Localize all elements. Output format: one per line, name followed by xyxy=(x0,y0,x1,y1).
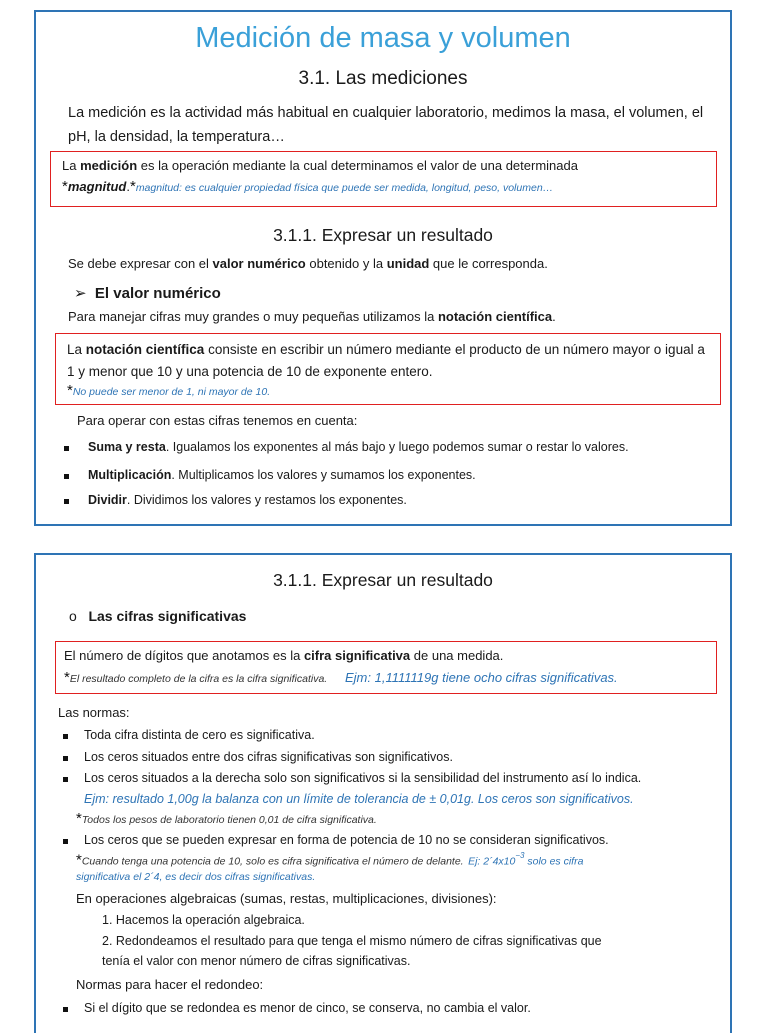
bullet-icon xyxy=(64,499,69,504)
heading-cifras: o Las cifras significativas xyxy=(69,608,247,624)
rule-item: Los ceros situados a la derecha solo son significativos si la sensibilidad del instrumento así lo indica. xyxy=(84,771,642,785)
op-multiplicacion: Multiplicación. Multiplicamos los valores y sumamos los exponentes. xyxy=(88,468,476,482)
slide-mediciones xyxy=(34,10,732,526)
example-cifra: Ejm: 1,1111119g tiene ocho cifras significativas. xyxy=(345,670,618,685)
intro-paragraph: La medición es la actividad más habitual en cualquier laboratorio, medimos la masa, el volumen, el pH, la densidad, la temperatura… xyxy=(68,105,704,145)
rule-item: Toda cifra distinta de cero es significativa. xyxy=(84,728,315,742)
footnote-cifra: El resultado completo de la cifra es la cifra significativa. xyxy=(69,673,328,685)
definition-term-line: *magnitud.*magnitud: es cualquier propiedad física que puede ser medida, longitud, peso, volumen… xyxy=(62,178,554,195)
rule-item: Los ceros que se pueden expresar en forma de potencia de 10 no se consideran significativos. xyxy=(84,833,609,847)
subsection-title: 3.1.1. Expresar un resultado xyxy=(273,225,493,245)
footnote-notacion: No puede ser menor de 1, ni mayor de 10. xyxy=(72,386,271,398)
rule-item: Los ceros situados entre dos cifras significativas son significativos. xyxy=(84,750,453,764)
ops-step: 1. Hacemos la operación algebraica. xyxy=(102,913,305,927)
definition-box-notacion xyxy=(55,333,721,405)
heading-valor-numerico: ➢ El valor numérico xyxy=(74,285,221,302)
arrow-icon: ➢ xyxy=(74,285,87,302)
notacion-note-line: *No puede ser menor de 1, ni mayor de 10. xyxy=(67,382,271,399)
footnote-magnitud: magnitud: es cualquier propiedad física que puede ser medida, longitud, peso, volumen… xyxy=(135,182,554,194)
rules-label: Las normas: xyxy=(58,705,130,720)
slide-cifras-significativas xyxy=(34,553,732,1033)
express-line: Se debe expresar con el valor numérico obtenido y la unidad que le corresponda. xyxy=(68,256,548,271)
bullet-icon xyxy=(63,839,68,844)
definition-box-medicion xyxy=(50,151,717,207)
notacion-paragraph: La notación científica consiste en escribir un número mediante el producto de un número mayor o igual a 1 y menor que 10 y una potencia de 10 de exponente entero. xyxy=(67,342,705,379)
cifra-note-line: *El resultado completo de la cifra es la cifra significativa. Ejm: 1,1111119g tiene ocho cifras significativas. xyxy=(64,669,618,686)
bullet-icon xyxy=(64,474,69,479)
definition-box-cifra xyxy=(55,641,717,694)
ops-step: 2. Redondeamos el resultado para que tenga el mismo número de cifras significativas que xyxy=(102,934,602,948)
op-dividir: Dividir. Dividimos los valores y restamos los exponentes. xyxy=(88,493,407,507)
round-label: Normas para hacer el redondeo: xyxy=(76,977,264,992)
circle-bullet-icon: o xyxy=(69,608,77,624)
round-rule-item: Si el dígito que se redondea es menor de cinco, se conserva, no cambia el valor. xyxy=(84,1001,531,1015)
bullet-icon xyxy=(63,1007,68,1012)
example-ceros: Ejm: resultado 1,00g la balanza con un límite de tolerancia de ± 0,01g. Los ceros son significativos. xyxy=(84,792,634,806)
section-title: 3.1. Las mediciones xyxy=(298,68,468,89)
manage-line: Para manejar cifras muy grandes o muy pequeñas utilizamos la notación científica. xyxy=(68,309,556,324)
bullet-icon xyxy=(63,756,68,761)
note-potencia-cont: significativa el 2´4, es decir dos cifras significativas. xyxy=(76,871,316,883)
cifra-definition: El número de dígitos que anotamos es la cifra significativa de una medida. xyxy=(64,648,504,663)
page-title: Medición de masa y volumen xyxy=(195,22,571,54)
section-title: 3.1.1. Expresar un resultado xyxy=(273,570,493,590)
note-potencia-line: *Cuando tenga una potencia de 10, solo es cifra significativa el número de delante. Ej: 2´4x10$^{-3}$ solo es cifra xyxy=(76,851,584,869)
operate-intro: Para operar con estas cifras tenemos en cuenta: xyxy=(77,413,358,428)
op-suma-resta: Suma y resta. Igualamos los exponentes al más bajo y luego podemos sumar o restar lo valores. xyxy=(88,440,629,454)
bullet-icon xyxy=(63,777,68,782)
ops-intro: En operaciones algebraicas (sumas, restas, multiplicaciones, divisiones): xyxy=(76,891,497,906)
ops-step: tenía el valor con menor número de cifras significativas. xyxy=(102,954,411,968)
note-pesos-line: *Todos los pesos de laboratorio tienen 0,01 de cifra significativa. xyxy=(76,810,377,827)
definition-line: La medición es la operación mediante la cual determinamos el valor de una determinada xyxy=(62,158,578,173)
bullet-icon xyxy=(64,446,69,451)
bullet-icon xyxy=(63,734,68,739)
